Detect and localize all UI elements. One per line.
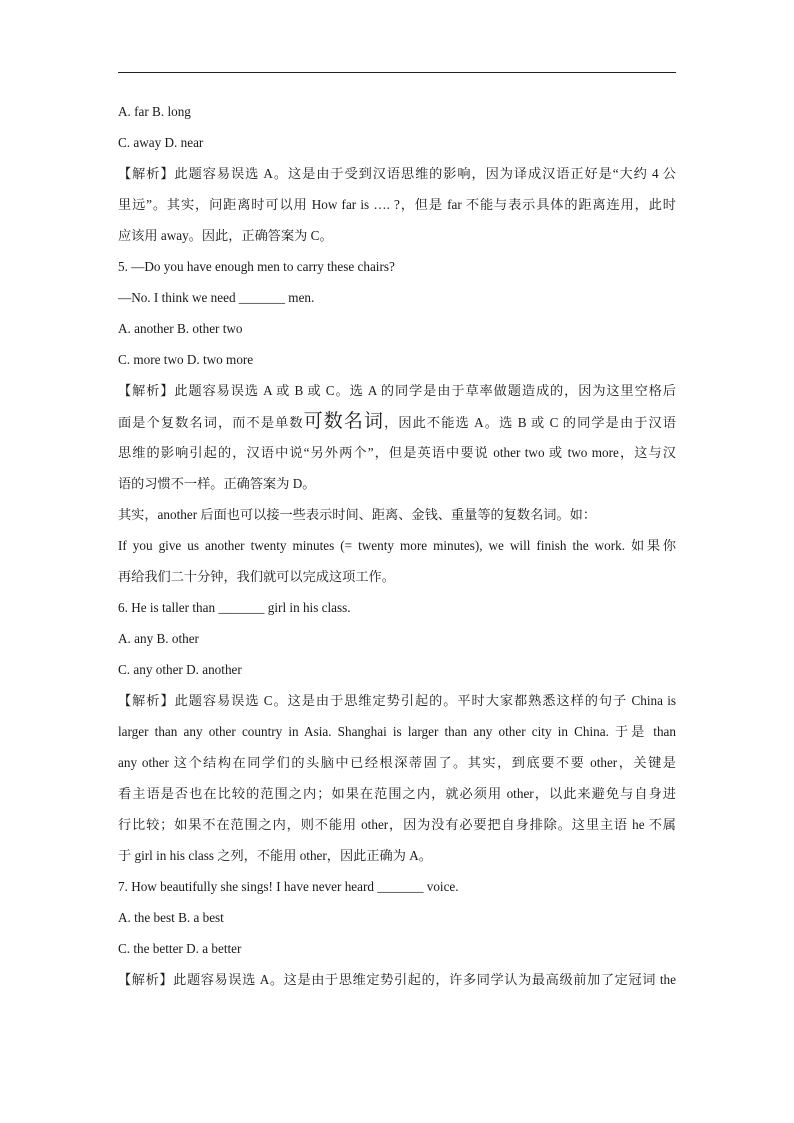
text-line: 思维的影响引起的，汉语中说“另外两个”，但是英语中要说 other two 或 two more，这与汉 [118, 445, 676, 460]
text-line: 里远”。其实，问距离时可以用 How far is …. ?，但是 far 不能与表示具体的距离连用，此时 [118, 197, 676, 212]
text-line: 应该用 away。因此，正确答案为 C。 [118, 228, 333, 243]
text-line: 再给我们二十分钟，我们就可以完成这项工作。 [118, 569, 395, 584]
header-rule [118, 72, 676, 73]
text-line: 其实，another 后面也可以接一些表示时间、距离、金钱、重量等的复数名词。如： [118, 507, 597, 522]
text-line: C. the better D. a better [118, 941, 242, 956]
text-line: 于 girl in his class 之列，不能用 other，因此正确为 A。 [118, 848, 432, 863]
text-line: 【解析】此题容易误选 A。这是由于思维定势引起的，许多同学认为最高级前加了定冠词 the [118, 972, 676, 987]
text-line: 6. He is taller than _______ girl in his class. [118, 600, 351, 615]
text-line: 行比较；如果不在范围之内，则不能用 other，因为没有必要把自身排除。这里主语 he 不属 [118, 817, 676, 832]
text-line: A. the best B. a best [118, 910, 224, 925]
text-line: If you give us another twenty minutes (= twenty more minutes), we will finish the work. 如果你 [118, 538, 676, 553]
text-line: A. far B. long [118, 104, 191, 119]
text-line: 看主语是否也在比较的范围之内；如果在范围之内，就必须用 other，以此来避免与自身进 [118, 786, 676, 801]
text-line: C. any other D. another [118, 662, 242, 677]
text-line [118, 406, 676, 437]
text-line: 语的习惯不一样。正确答案为 D。 [118, 476, 316, 491]
text-line: A. any B. other [118, 631, 199, 646]
text-line: 5. —Do you have enough men to carry these chairs? [118, 259, 395, 274]
text-segment: ，因此不能选 A。选 B 或 C 的同学是由于汉语 [384, 415, 676, 430]
text-line: A. another B. other two [118, 321, 243, 336]
text-line: C. away D. near [118, 135, 204, 150]
text-line: larger than any other country in Asia. Shanghai is larger than any other city in China. 于是 than [118, 724, 676, 739]
text-line: 7. How beautifully she sings! I have never heard _______ voice. [118, 879, 459, 894]
text-line: 【解析】此题容易误选 A。这是由于受到汉语思维的影响，因为译成汉语正好是“大约 4 公 [118, 166, 676, 181]
text-line: 【解析】此题容易误选 A 或 B 或 C。选 A 的同学是由于草率做题造成的，因为这里空格后 [118, 383, 676, 398]
text-segment: 面是个复数名词，而不是单数 [118, 415, 304, 430]
text-line: —No. I think we need _______ men. [118, 290, 315, 305]
text-line: C. more two D. two more [118, 352, 254, 367]
document-body [118, 96, 676, 995]
text-line: 【解析】此题容易误选 C。这是由于思维定势引起的。平时大家都熟悉这样的句子 China is [118, 693, 676, 708]
emphasized-term: 可数名词 [303, 411, 385, 432]
text-line: any other 这个结构在同学们的头脑中已经根深蒂固了。其实，到底要不要 other，关键是 [118, 755, 676, 770]
